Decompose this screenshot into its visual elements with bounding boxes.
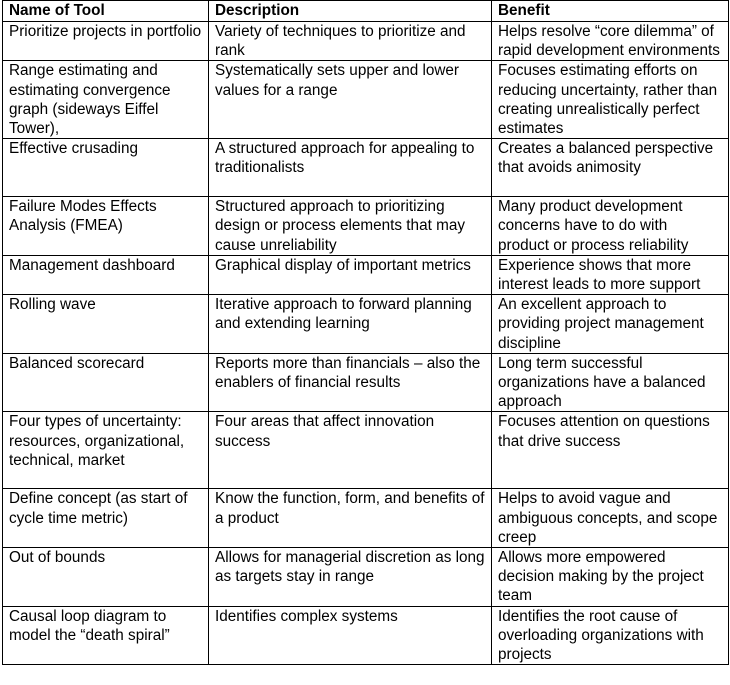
description-cell: A structured approach for appealing to traditionalists (209, 139, 492, 197)
table-row (3, 606, 729, 665)
tool-cell: Define concept (as start of cycle time metric) (3, 489, 209, 548)
tool-cell: Prioritize projects in portfolio (3, 22, 209, 61)
description-cell: Know the function, form, and benefits of a product (209, 489, 492, 548)
header-name-of-tool: Name of Tool (3, 1, 209, 22)
benefit-cell: Focuses estimating efforts on reducing uncertainty, rather than creating unrealistically perfect estimates (492, 61, 729, 139)
description-cell: Graphical display of important metrics (209, 255, 492, 294)
description-cell: Allows for managerial discretion as long as targets stay in range (209, 548, 492, 607)
table-row (3, 197, 729, 256)
table-row (3, 489, 729, 548)
tool-cell: Management dashboard (3, 255, 209, 294)
tools-table (2, 0, 729, 665)
tool-cell: Out of bounds (3, 548, 209, 607)
tool-cell: Failure Modes Effects Analysis (FMEA) (3, 197, 209, 256)
table-row (3, 139, 729, 197)
description-cell: Variety of techniques to prioritize and rank (209, 22, 492, 61)
table-row (3, 22, 729, 61)
table-row (3, 548, 729, 607)
table-row (3, 412, 729, 489)
tool-cell: Balanced scorecard (3, 353, 209, 412)
description-cell: Four areas that affect innovation success (209, 412, 492, 489)
table-row (3, 295, 729, 354)
table-row (3, 61, 729, 139)
table-row (3, 255, 729, 294)
benefit-cell: Helps to avoid vague and ambiguous concepts, and scope creep (492, 489, 729, 548)
benefit-cell: Long term successful organizations have a balanced approach (492, 353, 729, 412)
header-benefit: Benefit (492, 1, 729, 22)
benefit-cell: Focuses attention on questions that drive success (492, 412, 729, 489)
tool-cell: Effective crusading (3, 139, 209, 197)
table-header-row (3, 1, 729, 22)
benefit-cell: Identifies the root cause of overloading organizations with projects (492, 606, 729, 665)
benefit-cell: An excellent approach to providing project management discipline (492, 295, 729, 354)
tool-cell: Range estimating and estimating convergence graph (sideways Eiffel Tower), (3, 61, 209, 139)
description-cell: Iterative approach to forward planning and extending learning (209, 295, 492, 354)
tool-cell: Four types of uncertainty: resources, organizational, technical, market (3, 412, 209, 489)
benefit-cell: Experience shows that more interest leads to more support (492, 255, 729, 294)
description-cell: Reports more than financials – also the enablers of financial results (209, 353, 492, 412)
description-cell: Identifies complex systems (209, 606, 492, 665)
description-cell: Systematically sets upper and lower values for a range (209, 61, 492, 139)
tool-cell: Causal loop diagram to model the “death spiral” (3, 606, 209, 665)
table-row (3, 353, 729, 412)
benefit-cell: Creates a balanced perspective that avoids animosity (492, 139, 729, 197)
header-description: Description (209, 1, 492, 22)
benefit-cell: Many product development concerns have to do with product or process reliability (492, 197, 729, 256)
description-cell: Structured approach to prioritizing design or process elements that may cause unreliability (209, 197, 492, 256)
benefit-cell: Helps resolve “core dilemma” of rapid development environments (492, 22, 729, 61)
tool-cell: Rolling wave (3, 295, 209, 354)
benefit-cell: Allows more empowered decision making by the project team (492, 548, 729, 607)
